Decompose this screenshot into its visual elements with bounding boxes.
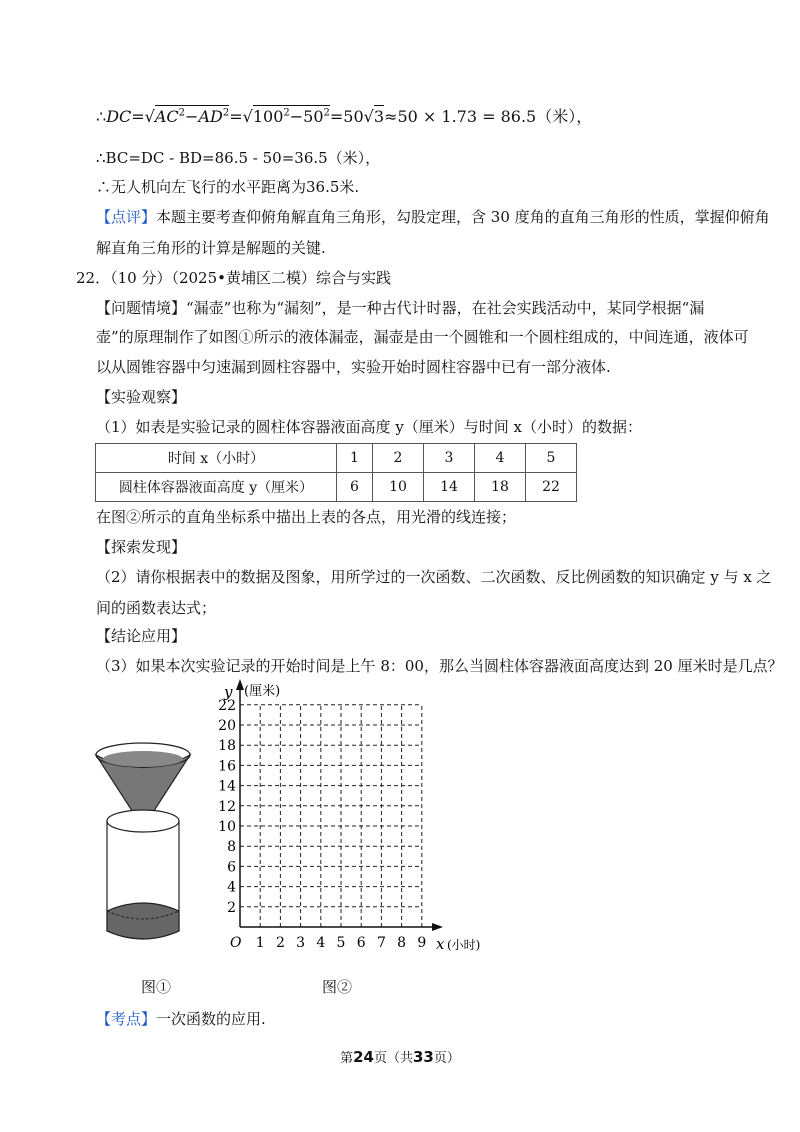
question-1: （1）如表是实验记录的圆柱体容器液面高度 y（厘米）与时间 x（小时）的数据： <box>96 418 643 436</box>
x-tick-label: 8 <box>397 935 407 951</box>
x-axis-arrow <box>432 923 443 931</box>
y-tick-label: 8 <box>227 839 236 856</box>
table-cell: 22 <box>526 473 577 502</box>
cylinder-liquid <box>107 903 179 939</box>
figure-2-caption: 图② <box>322 978 353 996</box>
x-tick-labels <box>256 935 427 951</box>
cone-surface <box>103 751 183 767</box>
table-cell: 1 <box>337 444 373 473</box>
y-tick-label: 22 <box>218 697 236 714</box>
situation-line-3: 以从圆锥容器中匀速漏到圆柱容器中，实验开始时圆柱容器中已有一部分液体. <box>96 358 611 376</box>
y-axis-arrow <box>236 679 244 690</box>
knowledge-tag: 【考点】 <box>96 1010 157 1028</box>
table-header-height: 圆柱体容器液面高度 y（厘米） <box>96 473 337 502</box>
explore-title: 【探索发现】 <box>96 538 187 556</box>
data-table <box>95 443 577 502</box>
dc-equation: $\therefore DC=√AC^2-AD^2=√100^2-50^2=50√3\approx 50 \times 1.73 = 86.5$（米）， <box>96 107 593 126</box>
page-number: 24 <box>353 1048 374 1066</box>
question-header: 22．（10 分）（2025•黄埔区二模）综合与实践 <box>76 269 391 287</box>
bc-equation: ∴BC=DC - BD=86.5 - 50=36.5（米）， <box>96 149 381 167</box>
comment-line-1: 【点评】本题主要考查仰俯角解直角三角形，勾股定理，含 30 度角的直角三角形的性质，掌握仰俯角 <box>96 208 770 226</box>
y-axis-unit: (厘米) <box>244 684 281 699</box>
x-tick-label: 5 <box>336 935 346 951</box>
y-tick-label: 4 <box>227 879 236 896</box>
comment-tag: 【点评】 <box>96 208 157 226</box>
question-2-line-1: （2）请你根据表中的数据及图象，用所学过的一次函数、二次函数、反比例函数的知识确定 y 与 x 之 <box>96 568 772 586</box>
observation-title: 【实验观察】 <box>96 388 187 406</box>
table-cell: 14 <box>424 473 475 502</box>
y-tick-label: 6 <box>227 859 236 876</box>
x-axis-name: x <box>436 935 445 953</box>
cylinder-top <box>107 810 179 832</box>
x-axis-unit: (小时) <box>447 938 481 952</box>
page-footer: 第24页（共33页） <box>340 1048 460 1066</box>
y-tick-label: 12 <box>218 798 236 815</box>
table-cell: 10 <box>373 473 424 502</box>
table-cell: 6 <box>337 473 373 502</box>
table-cell: 4 <box>475 444 526 473</box>
table-row <box>96 444 577 473</box>
total-pages: 33 <box>413 1048 434 1066</box>
y-tick-label: 18 <box>218 738 236 755</box>
y-axis-name: y <box>224 683 233 701</box>
grid-lines <box>240 705 422 927</box>
table-row <box>96 473 577 502</box>
x-tick-label: 1 <box>255 935 265 951</box>
comment-line-2: 解直角三角形的计算是解题的关键. <box>96 239 326 257</box>
x-tick-label: 7 <box>376 935 386 951</box>
conclusion-line: ∴无人机向左飞行的水平距离为36.5米. <box>96 178 360 196</box>
origin-label: O <box>230 935 242 951</box>
question-2-line-2: 间的函数表达式； <box>96 599 217 617</box>
x-tick-label: 3 <box>296 935 306 951</box>
x-tick-label: 4 <box>316 935 326 951</box>
y-tick-label: 20 <box>218 718 236 734</box>
table-cell: 2 <box>373 444 424 473</box>
question-3: （3）如果本次实验记录的开始时间是上午 8：00，那么当圆柱体容器液面高度达到 20 厘米时是几点？ <box>96 657 783 675</box>
y-tick-label: 16 <box>218 758 236 775</box>
apply-title: 【结论应用】 <box>96 627 187 645</box>
table-cell: 3 <box>424 444 475 473</box>
after-table-instruction: 在图②所示的直角坐标系中描出上表的各点，用光滑的线连接； <box>96 508 517 526</box>
y-tick-label: 14 <box>218 778 236 795</box>
y-tick-label: 2 <box>227 899 236 916</box>
knowledge-line: 【考点】一次函数的应用. <box>96 1010 266 1028</box>
y-tick-label: 10 <box>218 819 236 835</box>
coordinate-grid-figure <box>218 675 508 960</box>
situation-line-2: 壶”的原理制作了如图①所示的液体漏壶，漏壶是由一个圆锥和一个圆柱组成的，中间连通，液体可 <box>96 328 749 346</box>
x-tick-label: 9 <box>417 935 427 951</box>
table-cell: 5 <box>526 444 577 473</box>
x-tick-label: 2 <box>275 935 285 951</box>
y-tick-labels <box>218 698 236 916</box>
situation-line-1: 【问题情境】“漏壶”也称为“漏刻”，是一种古代计时器，在社会实践活动中，某同学根据“漏 <box>96 299 705 317</box>
table-header-time: 时间 x（小时） <box>96 444 337 473</box>
figure-1-caption: 图① <box>141 978 172 996</box>
x-tick-label: 6 <box>356 935 366 951</box>
clepsydra-figure <box>90 735 200 950</box>
table-cell: 18 <box>475 473 526 502</box>
